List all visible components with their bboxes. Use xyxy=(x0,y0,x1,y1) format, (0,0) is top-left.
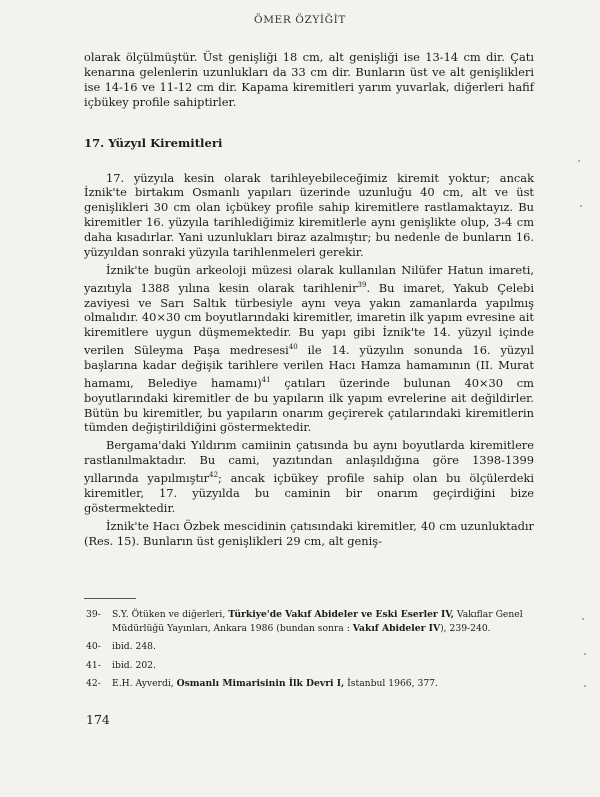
scan-speck xyxy=(580,205,582,207)
text-run: İznik'te bugün arkeoloji müzesi olarak kullanılan Nilüfer Hatun imareti, yazıtıyla 1388 yılına kesin olarak tarihlenir xyxy=(84,262,534,295)
footnote-number: 41- xyxy=(86,659,101,671)
footnote-number: 42- xyxy=(86,677,101,689)
footnote-text: ibid. 248. xyxy=(112,641,156,653)
footnote-ref-40: 40 xyxy=(288,343,298,352)
footnote-ref-41: 41 xyxy=(261,375,271,384)
scan-speck xyxy=(584,685,586,687)
footnote-text xyxy=(112,608,538,636)
section-heading: 17. Yüzyıl Kiremitleri xyxy=(84,135,223,150)
text-run: . Bu imaret, Yakub Çelebi zaviyesi ve Sarı Saltık türbesiyle aynı veya yakın zamanlarda yapılmış olmalıdır. 40×30 cm boyutlarındaki kiremitler, imaretin ilk yapım evresine ait kiremitlere uygun düşmemektedir. Bu yapı gibi İznik'te 14. yüzyıl içinde verilen Süleyma Paşa medresesi xyxy=(84,280,534,358)
footnote-ref-42: 42 xyxy=(209,471,219,480)
scan-speck xyxy=(578,160,580,162)
footnote-text-run: E.H. Ayverdi, xyxy=(112,677,177,689)
footnote-book-title: Türkiye'de Vakıf Abideler ve Eski Eserler IV, xyxy=(228,609,454,620)
footnote-text-run: ), 239-240. xyxy=(440,623,491,635)
text-run: çatıları üzerinde bulunan 40×30 cm boyutlarındaki kiremitler de bu yapıların ilk yapım evrelerine ait değildirler. Bütün bu kiremitler, bu yapıların onarım geçirerek çatılarındaki kiremitlerin tümden değiştirildiğini göstermektedir. xyxy=(84,375,534,435)
footnote-text-run: S.Y. Ötüken ve diğerleri, xyxy=(112,609,229,620)
footnote-ref-39: 39 xyxy=(357,280,367,289)
scan-speck xyxy=(582,618,584,620)
paragraph-nilufer-hatun xyxy=(84,263,534,435)
footnote-number: 39- xyxy=(86,609,101,620)
footnote-short-title: Vakıf Abideler IV xyxy=(352,623,441,635)
footnote-text: ibid. 202. xyxy=(112,659,156,671)
page-number: 174 xyxy=(86,712,110,727)
footnote-text xyxy=(112,677,538,691)
paragraph-17th-century: 17. yüzyıla kesin olarak tarihleyebileceğimiz kiremit yoktur; ancak İznik'te birtakım Osmanlı yapıları üzerinde uzunluğu 40 cm, alt ve üst genişlikleri 30 cm olan içbükey profile sahip kiremitlere rastlamaktayız. Bu kiremitler 16. yüzyıla tarihlediğimiz kiremitlerle aynı genişlikte olup, 3-4 cm daha kısadırlar. Yani uzunlukları biraz azalmıştır; bu nedenle de bunların 16. yüzyıldan sonraki yüzyıla tarihlenmeleri gerekir. xyxy=(84,170,534,260)
footnote xyxy=(86,640,538,654)
footnote-number: 40- xyxy=(86,641,101,653)
footnote xyxy=(86,659,538,673)
running-header: ÖMER ÖZYİĞİT xyxy=(254,14,346,26)
footnote-text-run: İstanbul 1966, 377. xyxy=(344,677,438,689)
paragraph-haci-ozbek: İznik'te Hacı Özbek mescidinin çatısındaki kiremitler, 40 cm uzunluktadır (Res. 15). Bunların üst genişlikleri 29 cm, alt geniş- xyxy=(84,518,534,548)
paragraph-bergama xyxy=(84,438,534,515)
text-run: Bergama'daki Yıldırım camiinin çatısında bu aynı boyutlarda kiremitlere rastlanılmaktadır. Bu cami, yazıtından anlaşıldığına göre 1398-1399 yıllarında yapılmıştır xyxy=(84,438,534,485)
footnote xyxy=(86,677,538,691)
footnote-divider xyxy=(84,598,136,599)
scan-speck xyxy=(584,653,586,655)
paragraph-continuation: olarak ölçülmüştür. Üst genişliği 18 cm, alt genişliği ise 13-14 cm dir. Çatı kenarına gelenlerin uzunlukları da 33 cm dir. Bunların üst ve alt genişlikleri ise 14-16 ve 11-12 cm dir. Kapama kiremitleri yarım yuvarlak, diğerleri hafif içbükey profile sahiptirler. xyxy=(84,50,534,109)
footnote-text-run: Vakıflar Genel Müdürlüğü Yayınları, Ankara 1986 (bundan sonra : xyxy=(112,609,523,635)
footnote-book-title: Osmanlı Mimarisinin İlk Devri I, xyxy=(176,677,345,689)
text-run: ; ancak içbükey profile sahip olan bu ölçülerdeki kiremitler, 17. yüzyılda bu caminin bir onarım geçirdiğini bize göstermektedir. xyxy=(84,470,534,515)
footnotes xyxy=(86,608,538,691)
text-run: ile 14. yüzyılın sonunda 16. yüzyıl başlarına kadar değişik tarihlere verilen Hacı Hamza hamamının (II. Murat hamamı, Belediye hamamı) xyxy=(84,343,534,390)
main-text xyxy=(84,50,534,548)
footnote xyxy=(86,608,538,636)
